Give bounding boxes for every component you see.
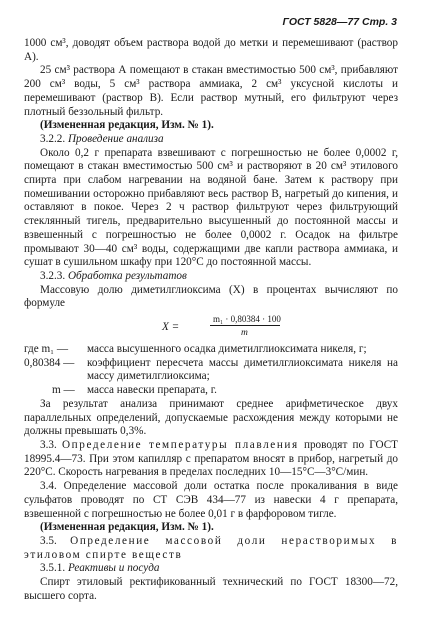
definition-key: m — xyxy=(52,384,75,397)
definition-key: где m₁ — xyxy=(24,343,69,356)
section-number: 3.5.1. xyxy=(40,562,66,575)
fraction-bar xyxy=(210,325,280,326)
paragraph-formula-intro: Массовую долю диметилглиоксима (X) в процентах вычисляют по формуле xyxy=(24,283,398,310)
section-3-2-2-heading xyxy=(24,133,398,147)
section-3-5-heading xyxy=(24,535,398,562)
section-number: 3.2.3. xyxy=(40,269,66,282)
definition-value: коэффициент пересчета массы диметилглиоксимата никеля на массу диметилглиоксима; xyxy=(87,356,398,383)
definition-row xyxy=(24,343,398,357)
definition-key: 0,80384 — xyxy=(24,356,75,369)
section-number: 3.3. xyxy=(40,438,57,451)
section-title: Обработка результатов xyxy=(67,269,187,282)
paragraph-reagents: Спирт этиловый ректификованный технический по ГОСТ 18300—72, высшего сорта. xyxy=(24,576,398,602)
formula xyxy=(24,312,398,341)
section-3-3 xyxy=(24,439,398,480)
amendment-note: (Измененная редакция, Изм. № 1). xyxy=(40,521,214,534)
document-body xyxy=(24,37,398,603)
section-3-4: 3.4. Определение массовой доли остатка после прокаливания в виде сульфатов проводят по СТ СЭВ 434—77 из навески 4 г препарата, взвешенной с погрешностью не более 0,01 г в фарфоровом тигле. xyxy=(24,480,398,520)
section-title: Реактивы и посуда xyxy=(67,562,160,575)
section-title: Определение температуры плавления xyxy=(61,438,299,451)
page-header: ГОСТ 5828—77 Стр. 3 xyxy=(282,16,397,28)
paragraph-result: За результат анализа принимают среднее арифметическое двух параллельных определений, допускаемые расхождения между которыми не должны превышать 0,3%. xyxy=(24,397,398,438)
paragraph-solution-a: 1000 см³, доводят объем раствора водой до метки и перемешивают (раствор А). xyxy=(24,37,398,63)
section-title: Проведение анализа xyxy=(67,132,164,145)
amendment-note: (Измененная редакция, Изм. № 1). xyxy=(40,119,214,132)
paragraph-solution-b: 25 см³ раствора А помещают в стакан вместимостью 500 см³, прибавляют 200 см³ воды, 5 см³ раствора аммиака, 2 см³ уксусной кислоты и перемешивают (раствор В). Если раствор мутный, его фильтруют через плотный беззольный фильтр. xyxy=(24,64,398,118)
definition-row xyxy=(24,357,398,384)
formula-lhs: X = xyxy=(162,321,180,334)
definition-row xyxy=(24,384,398,398)
section-text: проводят по ГОСТ 18995.4—73. При этом капилляр с препаратом вносят в прибор, нагретый до 220°С. Скорость нагревания в пределах последних 10—15°С—3°С/мин. xyxy=(24,438,399,479)
formula-numerator: m₁ · 0,80384 · 100 xyxy=(213,314,281,325)
formula-denominator: m xyxy=(241,328,248,339)
section-3-5-1-heading xyxy=(24,562,398,576)
section-number: 3.5. xyxy=(40,534,57,547)
paragraph-analysis: Около 0,2 г препарата взвешивают с погрешностью не более 0,0002 г, помещают в стакан вместимостью 500 см³ и растворяют в 20 см³ этилового спирта при слабом нагревании на водяной бане. Затем к раствору при помешивании осторожно прибавляют весь раствор В, нагретый до кипения, и оставляют в покое. Через 2 ч раствор фильтруют через фильтрующий стеклянный тигель, предварительно высушенный до постоянной массы и взвешенный с погрешностью не более 0,0002 г. Осадок на фильтре промывают 30—40 см³ воды, содержащими две капли раствора аммиака, и сушат в сушильном шкафу при 120°С до постоянной массы. xyxy=(24,146,398,269)
section-title: Определение массовой доли нерастворимых в этиловом спирте веществ xyxy=(24,534,398,561)
section-3-2-3-heading xyxy=(24,270,398,284)
definition-value: масса навески препарата, г. xyxy=(87,384,217,397)
definition-value: масса высушенного осадка диметилглиоксимата никеля, г; xyxy=(87,343,367,356)
section-number: 3.2.2. xyxy=(40,132,66,145)
